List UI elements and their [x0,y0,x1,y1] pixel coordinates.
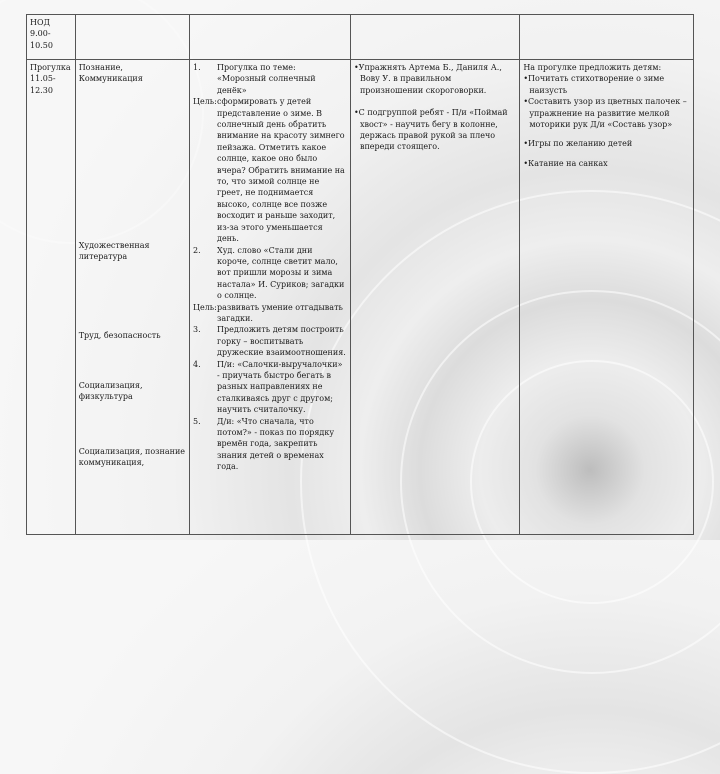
area-label: Труд, безопасность [78,331,161,340]
walk-cell [27,60,76,535]
walk-time: 11.05-12.30 [30,74,56,95]
area-label: Социализация, физкультура [78,381,143,402]
activity-intro: На прогулке предложить детям: [523,63,662,72]
independent-activity-cell [520,60,694,535]
list-item: •Игры по желанию детей [523,139,633,149]
walk-label: Прогулка [30,63,71,72]
table-row [27,15,694,60]
plan-item: Д/и: «Что сначала, что потом?» - показ по порядку времён года, закрепить знания детей о временах года. [217,416,335,472]
plan-item: Прогулка по теме: «Морозный солнечный денёк» [217,63,316,95]
plan-item: Предложить детям построить горку – воспитывать дружеские взаимоотношения. [217,325,346,358]
area-label: Познание, Коммуникация [78,63,143,84]
plan-table [26,14,694,535]
area-label: Социализация, познание коммуникация, [78,447,186,468]
list-item: •Составить узор из цветных палочек – упражнение на развитие мелкой моторики рук Д/и «Составь узор» [523,97,687,130]
plan-cell: 1. Прогулка по теме: «Морозный солнечный денёк» Цель:сформировать у детей представление о зиме. В солнечный день обратить внимание на красоту зимнего пейзажа. Отметить какое солнце, какое оно было вчера? Обратить внимание на то, что зимой солнце не греет, не поднимается высоко, солнце все позже восходит и раньше заходит, из-за этого уменьшается день. 2. Худ. слово «Стали дни короче, солнце светит мало, вот пришли морозы и зима настала» И. Суриков; загадки о солнце. Цель:развивать умение отгадывать загадки. 3. Предложить детям построить горку – воспитывать дружеские взаимоотношения. 4. П/и: «Салочки-выручалочки» - приучать быстро бегать в разных направлениях не сталкиваясь друг с другом; научить считалочку. 5. Д/и: «Что сначала, что потом?» - показ по порядку времён года, закрепить знания детей о временах года. [190,60,351,535]
individual-work-cell [350,60,519,535]
plan-author: И. Суриков; загадки о солнце. [217,279,345,301]
plan-item: П/и: «Салочки-выручалочки» - приучать быстро бегать в разных направлениях не сталкиваясь друг с другом; научить считалочку. [217,359,343,415]
table-row [27,60,694,535]
list-item: •Упражнять Артема Б., Даниля А., Вову У. в правильном произношении скороговорки. [353,63,502,95]
plan-item: Худ. слово «Стали дни короче, солнце светит мало, вот пришли морозы и зима настала» [217,245,338,289]
nod-time-cell: НОД 9.00-10.50 [27,15,76,60]
list-item: •Почитать стихотворение о зиме наизусть [523,74,665,95]
plan-goal: развивать умение отгадывать загадки. [217,302,343,323]
list-item: •С подгруппой ребят - П/и «Поймай хвост» - научить бегу в колонне, держась правой рукой за плечо впереди стоящего. [353,108,508,152]
area-label: Художественная литература [78,241,150,262]
areas-cell [75,60,189,535]
list-item: •Катание на санках [523,158,608,168]
plan-goal: сформировать у детей представление о зиме. В солнечный день обратить внимание на красоту зимнего пейзажа. Отметить какое солнце, какое оно было вчера? Обратить внимание на то, что зимой солнце не греет, не поднимается высоко, солнце все позже восходит и раньше заходит, из-за этого уменьшается день. [217,97,345,244]
